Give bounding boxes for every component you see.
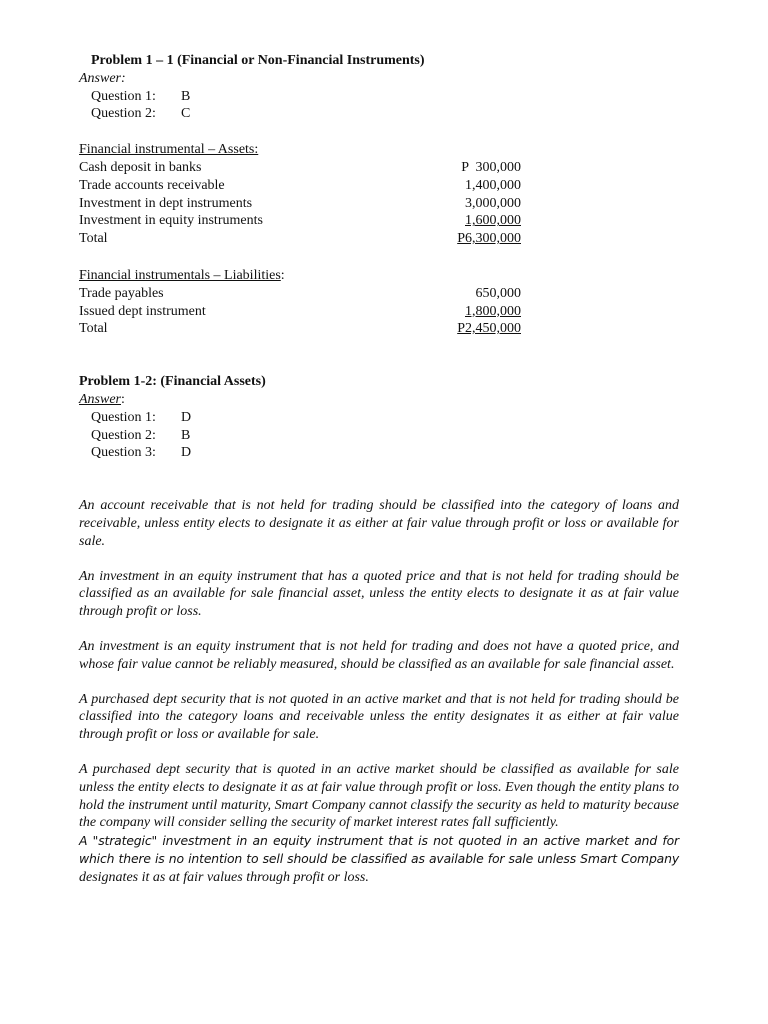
last-paragraph-text: A "strategic" investment in an equity instrument that is not quoted in an active market and for which there is no intention to sell should be classified as available for sale unless Smart Company [79, 833, 679, 866]
explanation-paragraph: An investment in an equity instrument that has a quoted price and that is not held for trading should be classified as an available for sale financial asset, unless the entity elects to designate it as at fair value through profit or loss. [79, 568, 679, 620]
total-row [79, 230, 521, 248]
assets-title: Financial instrumental – Assets: [79, 142, 259, 158]
answer-value: D [181, 409, 192, 425]
row-amount: 650,000 [475, 285, 521, 301]
problem-2-answer-suffix: : [121, 391, 125, 407]
total-label: Total [79, 321, 108, 337]
row-amount: 1,800,000 [465, 303, 521, 319]
answer-row [91, 444, 679, 462]
problem-2-answer-line [79, 391, 679, 409]
table-row [79, 303, 521, 321]
table-row [79, 212, 521, 230]
answer-value: D [181, 445, 192, 461]
row-label: Issued dept instrument [79, 303, 206, 319]
last-paragraph-tail: designates it as at fair values through profit or loss. [79, 869, 369, 885]
problem-1-title: Problem 1 – 1 (Financial or Non-Financial Instruments) [91, 53, 425, 68]
row-label: Cash deposit in banks [79, 159, 202, 175]
table-row [79, 195, 521, 213]
question-label: Question 1: [91, 88, 156, 104]
liabilities-title-suffix: : [280, 267, 285, 283]
row-label: Trade payables [79, 285, 164, 301]
question-label: Question 2: [91, 106, 156, 122]
problem-2-answer-label: Answer [79, 391, 121, 407]
row-amount: P 300,000 [461, 159, 521, 175]
liabilities-title-line [79, 267, 521, 285]
row-amount: 1,600,000 [465, 213, 521, 229]
answer-row [91, 105, 679, 123]
document-page [79, 52, 679, 886]
answer-row [91, 88, 679, 106]
liabilities-table [79, 267, 521, 338]
answer-value: B [181, 88, 191, 104]
question-label: Question 2: [91, 427, 156, 443]
explanation-paragraph: An investment is an equity instrument that is not held for trading and does not have a quoted price, and whose fair value cannot be reliably measured, should be classified as an available for sale financial asset. [79, 638, 679, 672]
table-row [79, 177, 521, 195]
table-row [79, 159, 521, 177]
table-row [79, 285, 521, 303]
answer-row [91, 409, 679, 427]
row-label: Investment in equity instruments [79, 213, 263, 229]
explanation-paragraph-last [79, 832, 679, 886]
row-label: Trade accounts receivable [79, 177, 225, 193]
explanation-paragraph: A purchased dept security that is quoted in an active market should be classified as available for sale unless the entity elects to designate it as at fair value through profit or loss. Even though the entity plans to hold the instrument until maturity, Smart Company cannot classify the security as held to maturity because the company will consider selling the security of market interest rates fall sufficiently. [79, 761, 679, 831]
assets-table [79, 141, 521, 248]
total-amount: P6,300,000 [457, 231, 521, 247]
problem-1-answer-label: Answer: [79, 70, 126, 86]
total-row [79, 320, 521, 338]
explanation-paragraph: A purchased dept security that is not quoted in an active market and that is not held for trading should be classified into the category loans and receivable unless the entity designates it as either at fair value through profit or loss or available for sale. [79, 691, 679, 743]
answer-value: B [181, 427, 191, 443]
row-label: Investment in dept instruments [79, 195, 253, 211]
total-amount: P2,450,000 [457, 321, 521, 337]
question-label: Question 1: [91, 409, 156, 425]
answer-row [91, 427, 679, 445]
problem-2-title: Problem 1-2: (Financial Assets) [79, 374, 266, 390]
question-label: Question 3: [91, 445, 156, 461]
explanation-paragraph: An account receivable that is not held for trading should be classified into the category of loans and receivable, unless entity elects to designate it as either at fair value through profit or loss or available for sale. [79, 498, 679, 549]
row-amount: 3,000,000 [465, 195, 521, 211]
row-amount: 1,400,000 [465, 177, 521, 193]
total-label: Total [79, 231, 108, 247]
liabilities-title: Financial instrumentals – Liabilities [79, 267, 281, 283]
answer-value: C [181, 106, 191, 122]
